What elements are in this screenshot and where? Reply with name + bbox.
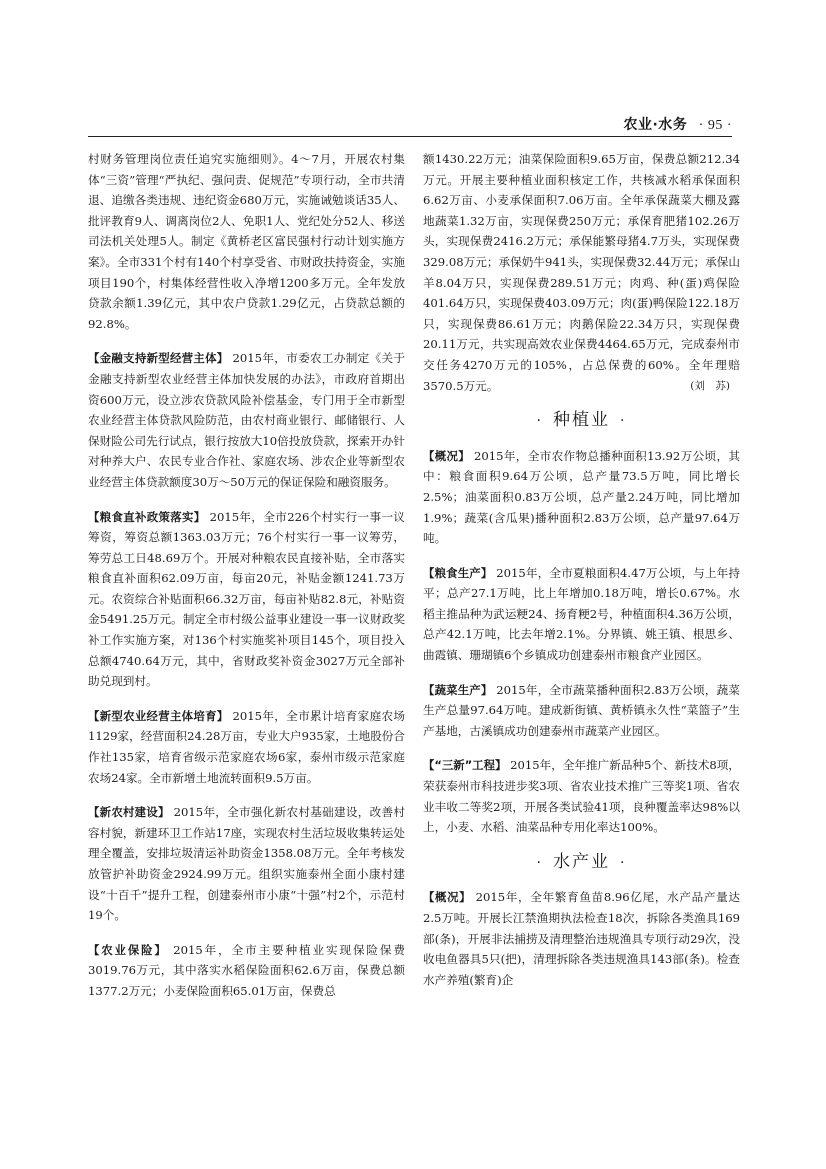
paragraph-three-new — [423, 755, 740, 837]
paragraph-continuation — [88, 149, 405, 334]
paragraph-keyword: 【新型农业经营主体培育】 — [88, 708, 229, 723]
paragraph-keyword: 【粮食直补政策落实】 — [88, 509, 206, 524]
paragraph-text: 2015年，全市强化新农村基础建设，改善村容村貌，新建环卫工作站17座，实现农村生活垃圾收集转运处理全覆盖，安排垃圾清运补助资金1358.08万元。全年考核发放管护补助资金2924.99万元。组织实施泰州全面小康村建设“十百千”提升工程，创建泰州市小康“十强”村2个，示范村19个。 — [88, 805, 405, 923]
right-column — [423, 149, 740, 1004]
paragraph-text: 2015年，全年繁育鱼苗8.96亿尾，水产品产量达2.5万吨。开展长江禁渔期执法检查18次，拆除各类渔具169部(条)，开展非法捕捞及清理整治违规渔具专项行动29次，没收电鱼器具5只(把)，清理拆除各类违规渔具143部(条)。检查水产养殖(繁育)企 — [423, 890, 740, 987]
paragraph-text: 村财务管理岗位责任追究实施细则》。4～7月，开展农村集体“三资”管理“严执纪、强问责、促规范”专项行动，全市共清退、追缴各类违规、违纪资金680万元，实施诫勉谈话35人、批评教育9人、调离岗位2人、免职1人、党纪处分52人、移送司法机关处理5人。制定《黄桥老区富民强村行动计划实施方案》。全市331个村有140个村享受省、市财政扶持资金，实施项目190个，村集体经营性收入净增1200多万元。全年发放贷款余额1.39亿元，其中农户贷款1.29亿元，占贷款总额的92.8%。 — [88, 152, 405, 331]
author-credit: (刘 苏) — [690, 379, 730, 392]
paragraph-keyword: 【蔬菜生产】 — [423, 682, 493, 697]
paragraph-keyword: 【金融支持新型经营主体】 — [88, 351, 229, 366]
paragraph-grain-subsidy — [88, 507, 405, 692]
paragraph-finance — [88, 348, 405, 492]
paragraph-keyword: 【农业保险】 — [88, 942, 168, 957]
page-number: · 95 · — [698, 118, 732, 133]
running-head — [623, 114, 732, 134]
left-column — [88, 149, 405, 1016]
ornament-dot: · — [620, 413, 627, 430]
paragraph-new-entities — [88, 706, 405, 788]
paragraph-text: 2015年，全市226个村实行一事一议筹资，筹资总额1363.03万元；76个村实行一事一议筹劳，筹劳总工日48.69万个。开展对种粮农民直接补贴，全市落实粮食直补面积62.09万亩，每亩20元，补贴金额1241.73万元。农资综合补贴面积66.32万亩，每亩补贴82.8元，补贴资金5491.25万元。制定全市村级公益事业建设一事一议财政奖补工作实施方案，对136个村实施奖补项目145个，项目投入总额4740.64万元，其中，省财政奖补资金3027万元全部补助兑现到村。 — [88, 509, 405, 689]
section-title-text: 水产业 — [553, 851, 610, 872]
paragraph-text: 额1430.22万元；油菜保险面积9.65万亩，保费总额212.34万元。开展主要种植业面积核定工作，共核减水稻承保面积6.62万亩、小麦承保面积7.06万亩。全年承保蔬菜大棚及露地蔬菜1.32万亩，实现保费250万元；承保育肥猪102.26万头，实现保费2416.2万元；承保能繁母猪4.7万头，实现保费329.08万元；承保奶牛941头，实现保费32.44万元；承保山羊8.04万只，实现保费289.51万元；肉鸡、种(蛋)鸡保险401.64万只，实现保费403.09万元；肉(蛋)鸭保险122.18万只，实现保费86.61万元；肉鹅保险22.34万只，实现保费20.11万元，共实现高效农业保费4464.65万元，完成泰州市交任务4270万元的105%，占总保费的60%。全年理赔3570.5万元。 — [423, 152, 740, 393]
paragraph-text: 2015年，全市农作物总播种面积13.92万公顷，其中：粮食面积9.64万公顷，总产量73.5万吨，同比增长2.5%；油菜面积0.83万公顷，总产量2.24万吨，同比增加1.9%；蔬菜(含瓜果)播种面积2.83万公顷，总产量97.64万吨。 — [423, 448, 740, 546]
paragraph-keyword: 【概况】 — [423, 890, 472, 905]
section-title-text: 种植业 — [553, 410, 610, 431]
paragraph-keyword: 【“三新”工程】 — [423, 758, 507, 773]
paragraph-text: 2015年，全市夏粮面积4.47万公顷，与上年持平；总产27.1万吨，比上年增加0.18万吨，增长0.67%。水稻主推品种为武运粳24、扬育粳2号，种植面积4.36万公顷，总产42.1万吨，比去年增2.1%。分界镇、姚王镇、根思乡、曲霞镇、珊瑚镇6个乡镇成功创建泰州市粮食产业园区。 — [423, 565, 740, 663]
paragraph-insurance — [88, 940, 405, 1002]
header-section: 农业·水务 — [623, 117, 688, 133]
paragraph-vegetable-production — [423, 680, 740, 742]
paragraph-text: 2015年，市委农工办制定《关于金融支持新型农业经营主体加快发展的办法》，市政府首期出资600万元，设立涉农贷款风险补偿基金，专门用于全市新型农业经营主体贷款风险防范，由农村商业银行、邮储银行、人保财险公司先行试点，银行按放大10倍投放贷款，探索开办针对种养大户、农民专业合作社、家庭农场、涉农企业等新型农业经营主体贷款额度30万～50万元的保证保险和融资服务。 — [88, 351, 405, 489]
paragraph-grain-production — [423, 563, 740, 666]
ornament-dot: · — [536, 854, 543, 871]
paragraph-text: 2015年，全年推广新品种5个、新技术8项，荣获泰州市科技进步奖3项、省农业技术推广三等奖1项、省农业丰收二等奖2项，开展各类试验41项，良种覆盖率达98%以上，小麦、水稻、油菜品种专用化率达100%。 — [423, 758, 740, 835]
paragraph-keyword: 【粮食生产】 — [423, 565, 493, 580]
paragraph-text: 2015年，全市主要种植业实现保险保费3019.76万元，其中落实水稻保险面积62.6万亩，保费总额1377.2万元；小麦保险面积65.01万亩，保费总 — [88, 942, 405, 998]
paragraph-aquaculture-overview — [423, 887, 740, 990]
paragraph-text: 2015年，全市蔬菜播种面积2.83万公顷，蔬菜生产总量97.64万吨。建成新街镇、黄桥镇永久性“菜篮子”生产基地，古溪镇成功创建泰州市蔬菜产业园区。 — [423, 682, 740, 738]
ornament-dot: · — [536, 413, 543, 430]
section-title-aquaculture — [423, 852, 740, 874]
section-title-planting — [423, 410, 740, 432]
page-header — [88, 112, 732, 137]
paragraph-planting-overview — [423, 446, 740, 549]
paragraph-keyword: 【概况】 — [423, 448, 470, 463]
ornament-dot: · — [620, 854, 627, 871]
paragraph-text: 2015年，全市累计培育家庭农场1129家，经营面积24.28万亩，专业大户935家，土地股份合作社135家，培育省级示范家庭农场6家，泰州市级示范家庭农场24家。全市新增土地流转面积9.5万亩。 — [88, 708, 405, 785]
paragraph-insurance-continued — [423, 149, 740, 396]
paragraph-keyword: 【新农村建设】 — [88, 805, 170, 820]
paragraph-new-village — [88, 802, 405, 926]
